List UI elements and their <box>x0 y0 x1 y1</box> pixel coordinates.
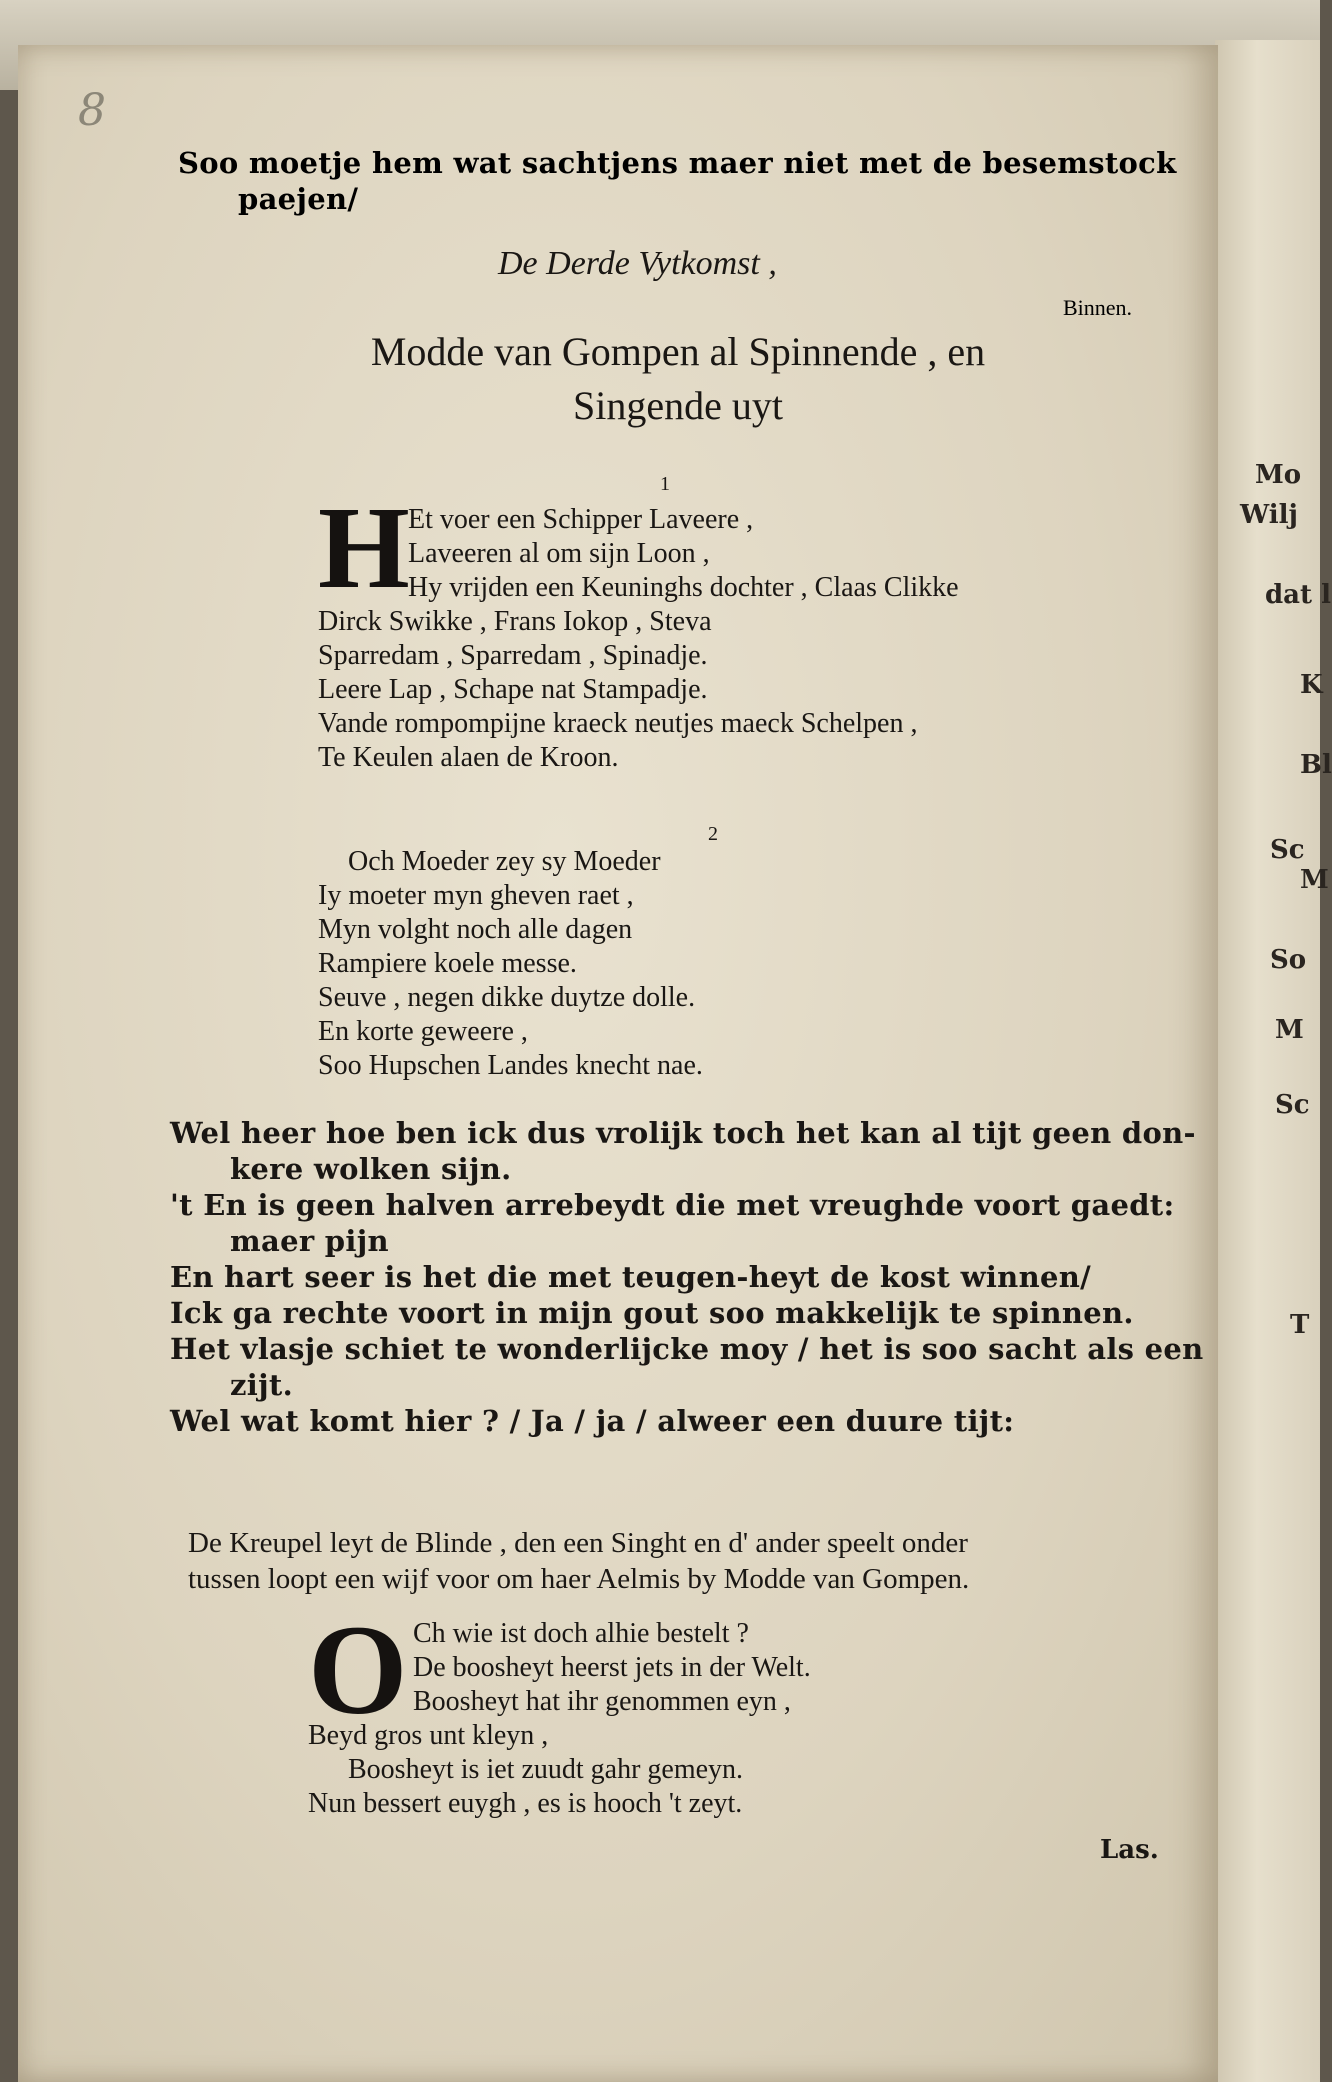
prose-passage <box>170 1115 1210 1439</box>
catchword: Las. <box>1100 1835 1159 1865</box>
verse-line: Boosheyt is iet zuudt gahr gemeyn. <box>348 1754 744 1785</box>
verse-line: Beyd gros unt kleyn , <box>308 1720 549 1751</box>
verse-line: Ch wie ist doch alhie bestelt ? <box>413 1618 749 1649</box>
folio-number: 8 <box>78 85 106 136</box>
prose-line: kere wolken sijn. <box>230 1152 512 1186</box>
book-page <box>18 45 1218 2082</box>
facing-fragment: Bl <box>1300 750 1332 780</box>
verse-line: En korte geweere , <box>318 1016 528 1047</box>
verse-line: Laveeren al om sijn Loon , <box>408 538 710 569</box>
prose-line: Het vlasje schiet te wonderlijcke moy / het is soo sacht als een <box>170 1332 1204 1366</box>
verse-line: Vande rompompijne kraeck neutjes maeck Schelpen , <box>318 708 918 739</box>
verse-line: Och Moeder zey sy Moeder <box>348 846 661 877</box>
stage-direction <box>188 1525 969 1597</box>
stanza-lines <box>318 605 917 775</box>
prose-line: Wel wat komt hier ? / Ja / ja / alweer een duure tijt: <box>170 1404 1015 1438</box>
song-heading <box>158 325 1198 433</box>
prose-line: Ick ga rechte voort in mijn gout soo makkelijk te spinnen. <box>170 1296 1134 1330</box>
facing-fragment: Mo <box>1255 460 1302 490</box>
verse-line: Boosheyt hat ihr genommen eyn , <box>413 1686 791 1717</box>
verse-line: Myn volght noch alle dagen <box>318 914 633 945</box>
verse-line: Et voer een Schipper Laveere , <box>408 504 754 535</box>
verse-line: Seuve , negen dikke duytze dolle. <box>318 982 696 1013</box>
facing-fragment: Sc <box>1275 1090 1310 1120</box>
facing-page-edge <box>1215 40 1332 2082</box>
facing-fragment: M <box>1275 1015 1304 1045</box>
facing-fragment: K <box>1300 670 1323 700</box>
prose-line: 't En is geen halven arrebeydt die met vreughde voort gaedt: <box>170 1188 1175 1222</box>
stanza-number: 2 <box>708 823 718 845</box>
drop-cap: O <box>308 1599 408 1741</box>
section-title: De Derde Vytkomst , <box>498 245 777 282</box>
stanza-lines <box>318 845 703 1083</box>
heading-line: Singende uyt <box>573 383 783 428</box>
stage-direction-line: De Kreupel leyt de Blinde , den een Singht en d' ander speelt onder <box>188 1527 968 1559</box>
verse-line: Nun bessert euygh , es is hooch 't zeyt. <box>308 1788 743 1819</box>
stanza-lines <box>308 1719 743 1821</box>
stanza-capped-lines <box>408 503 959 605</box>
verse-line: Rampiere koele messe. <box>318 948 577 979</box>
verse-line: Soo Hupschen Landes knecht nae. <box>318 1050 703 1081</box>
facing-fragment: T <box>1290 1310 1310 1340</box>
drop-cap: H <box>318 482 410 613</box>
prose-line: En hart seer is het die met teugen-heyt de kost winnen/ <box>170 1260 1091 1294</box>
verse-line: Hy vrijden een Keuninghs dochter , Claas Clikke <box>408 572 959 603</box>
verse-line: Dirck Swikke , Frans Iokop , Steva <box>318 606 712 637</box>
stanza-capped-lines <box>413 1617 811 1719</box>
stanza-number: 1 <box>660 473 670 495</box>
verse-line: Leere Lap , Schape nat Stampadje. <box>318 674 708 705</box>
facing-fragment: So <box>1270 945 1307 975</box>
verse-line: Sparredam , Sparredam , Spinadje. <box>318 640 708 671</box>
verse-line: Te Keulen alaen de Kroon. <box>318 742 619 773</box>
prose-line: maer pijn <box>230 1224 389 1258</box>
facing-fragment: M <box>1300 865 1329 895</box>
prose-line: zijt. <box>230 1368 293 1402</box>
stage-direction-line: tussen loopt een wijf voor om haer Aelmis by Modde van Gompen. <box>188 1563 970 1595</box>
verse-line: De boosheyt heerst jets in der Welt. <box>413 1652 811 1683</box>
facing-fragment: Sc <box>1270 835 1305 865</box>
heading-line: Modde van Gompen al Spinnende , en <box>370 329 986 374</box>
facing-fragment: dat l <box>1265 580 1331 610</box>
stage-direction-right: Binnen. <box>1063 295 1133 320</box>
text-line: paejen/ <box>238 182 359 216</box>
facing-fragment: Wilj <box>1240 500 1298 530</box>
text-line: Soo moetje hem wat sachtjens maer niet met de besemstock <box>178 146 1177 180</box>
prose-line: Wel heer hoe ben ick dus vrolijk toch het kan al tijt geen don- <box>170 1116 1196 1150</box>
verse-line: Iy moeter myn gheven raet , <box>318 880 634 911</box>
